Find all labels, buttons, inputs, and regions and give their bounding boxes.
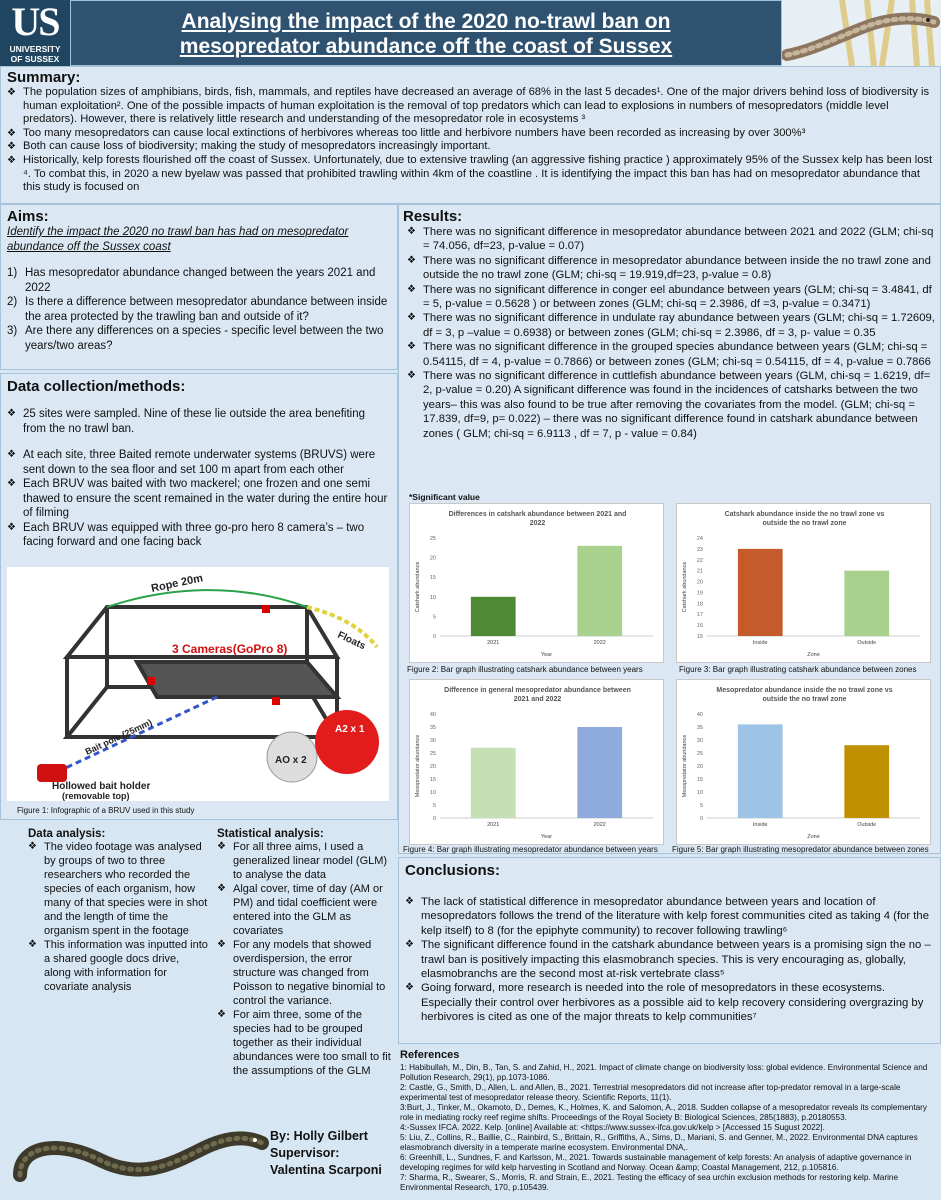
logo-line-2: OF SUSSEX <box>10 54 60 64</box>
list-item: ❖ 25 sites were sampled. Nine of these lie outside the area benefiting from the no trawl ban. <box>7 407 391 436</box>
figure-2-chart <box>409 503 664 663</box>
chart-svg <box>677 504 932 664</box>
y-axis-label: Catshark abundance <box>682 561 688 613</box>
bar-inside <box>738 724 783 818</box>
reference-item: 7: Sharma, R., Swearer, S., Morris, R. and Strain, E., 2021. Testing the efficacy of sea urchin exclusion methods for restoring kelp. Marine Environmental Research, 170, p.105439. <box>400 1173 898 1192</box>
y-tick-label: 19 <box>696 590 703 597</box>
data-analysis-list <box>28 840 208 994</box>
chart-title: Difference in general mesopredator abundance between <box>444 687 631 694</box>
y-tick-label: 21 <box>696 568 703 575</box>
ao-float-label: AO x 2 <box>275 755 307 766</box>
data-analysis-section <box>28 828 208 994</box>
list-item: ❖ Too many mesopredators can cause local extinctions of herbivores whereas too little and herbivore numbers have been recorded as increasing by over 300%³ <box>7 127 934 141</box>
y-tick-label: 10 <box>696 790 703 796</box>
reference-item: 4:-Sussex IFCA. 2022. Kelp. [online] Available at: <https://www.sussex-ifca.gov.uk/kelp > [Accessed 15 Sugust 2022]. <box>400 1123 825 1132</box>
x-tick-label: 2022 <box>593 822 606 828</box>
statistical-analysis-section <box>217 828 392 1078</box>
chart-title: 2022 <box>529 520 546 527</box>
x-axis-label: Year <box>540 834 553 840</box>
list-item: ❖ The lack of statistical difference in mesopredator abundance between years and location of mesopredators follows the trend of the literature with kelp forest communities cited as taking 4 (for the kelp itself) to 8 (for the epiphyte community) to recover following trawling⁶ <box>405 895 934 938</box>
y-tick-label: 25 <box>696 751 703 757</box>
x-tick-label: Outside <box>857 640 877 646</box>
rope-label: Rope 20m <box>150 572 205 595</box>
title-banner <box>70 0 782 66</box>
figure-4-chart <box>409 679 664 845</box>
reference-item: 3:Burt, J., Tinker, M., Okamoto, D., Demes, K., Holmes, K. and Salomon, A., 2018. Sudden collapse of a mesopredator reveals its complementary role in mediating rocky reef regime shifts. Proceedings of the Royal Society B: Biological Sciences, 285(1883), p.20180553. <box>400 1103 927 1122</box>
summary-section <box>0 66 941 204</box>
x-tick-label: Outside <box>857 822 877 828</box>
summary-list <box>7 86 934 195</box>
author: By: Holly Gilbert <box>270 1129 368 1143</box>
cameras-label: 3 Cameras(GoPro 8) <box>172 642 288 656</box>
results-heading: Results: <box>403 208 463 225</box>
y-tick-label: 35 <box>429 725 436 731</box>
y-tick-label: 24 <box>696 536 703 542</box>
list-item: ❖ For all three aims, I used a generalized linear model (GLM) to analyse the data <box>217 840 392 882</box>
list-item: 2) Is there a difference between mesopredator abundance between inside the area protected by the trawling ban and outside of it? <box>7 296 388 323</box>
data-analysis-heading: Data analysis: <box>28 828 106 840</box>
supervisor-label: Supervisor: <box>270 1146 340 1160</box>
list-item: ❖ There was no significant difference in conger eel abundance between years (GLM; chi-sq = 3.4841, df = 5, p-value = 0.5628 ) or between zones (GLM; chi-sq = 2.3986, df =3, p-value = 0.3471) <box>407 283 936 312</box>
y-tick-label: 16 <box>696 623 703 630</box>
floats-label: Floats <box>335 629 368 653</box>
bottom-eel-photo <box>0 1085 270 1200</box>
logo-line-1: UNIVERSITY <box>9 44 61 54</box>
y-tick-label: 10 <box>429 790 436 796</box>
figure-3-caption: Figure 3: Bar graph illustrating catshark abundance between zones <box>679 665 917 674</box>
chart-title: 2021 and 2022 <box>513 696 562 703</box>
reference-item: 2: Castle, G., Smith, D., Allen, L. and Allen, B., 2021. Terrestrial mesopredators did not increase after top-predator removal in a large-scale experimental test of mesopredator release theory. Scientific Reports, 11(1). <box>400 1083 901 1102</box>
chart-title: Differences in catshark abundance between 2021 and <box>448 511 627 518</box>
methods-list <box>7 407 391 550</box>
conclusions-list <box>405 895 934 1025</box>
title-line-2: mesopredator abundance off the coast of Sussex <box>179 35 673 58</box>
figure-2-caption: Figure 2: Bar graph illustrating catshark abundance between years <box>407 665 643 674</box>
eel-illustration-icon <box>782 0 941 66</box>
y-tick-label: 0 <box>432 816 436 822</box>
y-tick-label: 40 <box>429 712 436 718</box>
chart-title: outside the no trawl zone <box>762 520 847 527</box>
list-item: ❖ There was no significant difference in mesopredator abundance between 2021 and 2022 (GLM; chi-sq = 74.056, df=23, p-value = 0.07) <box>407 225 936 254</box>
methods-heading: Data collection/methods: <box>7 378 186 395</box>
y-tick-label: 30 <box>429 738 436 744</box>
figure-5-caption: Figure 5: Bar graph illustrating mesopredator abundance between zones <box>672 845 929 854</box>
x-tick-label: 2021 <box>487 822 500 828</box>
statistical-analysis-list <box>217 840 392 1078</box>
y-axis-label: Mesopredator abundance <box>415 734 421 798</box>
statistical-analysis-heading: Statistical analysis: <box>217 828 324 840</box>
x-tick-label: Inside <box>752 822 768 828</box>
list-item: ❖ This information was inputted into a shared google docs drive, along with information for covariate analysis <box>28 938 208 994</box>
conclusions-heading: Conclusions: <box>405 862 501 879</box>
list-item: ❖ There was no significant difference in undulate ray abundance between years (GLM; chi-sq = 1.72609, df = 3, p –value = 0.6938) or between zones (GLM; chi-sq = 2.3986, df = 3, p- value = 0.35 <box>407 311 936 340</box>
y-tick-label: 15 <box>429 777 436 783</box>
x-axis-label: Zone <box>807 652 820 658</box>
list-item: ❖ For aim three, some of the species had to be grouped together as their individual abundances were too small to fit the assumptions of the GLM <box>217 1008 392 1078</box>
y-tick-label: 17 <box>696 612 703 619</box>
x-tick-label: 2022 <box>593 640 606 646</box>
y-tick-label: 20 <box>696 764 703 770</box>
bar-inside <box>738 549 783 636</box>
bar-2021 <box>471 597 516 636</box>
y-tick-label: 15 <box>696 777 703 783</box>
list-item: ❖ At each site, three Baited remote underwater systems (BRUVS) were sent down to the sea floor and set 100 m apart from each other <box>7 448 391 477</box>
y-tick-label: 10 <box>429 594 436 601</box>
y-tick-label: 40 <box>696 712 703 718</box>
y-tick-label: 5 <box>432 803 436 809</box>
bait-holder-sublabel: (removable top) <box>62 791 130 801</box>
bar-2021 <box>471 748 516 818</box>
y-tick-label: 35 <box>696 725 703 731</box>
list-item: 3) Are there any differences on a species - specific level between the two years/two areas? <box>7 325 384 352</box>
list-item: ❖ The video footage was analysed by groups of two to three researchers who recorded the species of each organism, how many of that species were in shot and the length of time the organism spent in the footage <box>28 840 208 938</box>
figure-4-caption: Figure 4: Bar graph illustrating mesopredator abundance between years <box>403 845 658 854</box>
y-tick-label: 15 <box>696 634 703 640</box>
y-tick-label: 5 <box>432 614 436 621</box>
bait-holder-label: Hollowed bait holder <box>52 781 151 792</box>
logo-mark: US <box>11 0 59 44</box>
list-item: ❖ The significant difference found in the catshark abundance between years is a promising sign the no –trawl ban is positively impacting this elasmobranch species. This is very encouraging as, globally, elasmobranchs are the second most at-risk vertebrate class⁵ <box>405 938 934 981</box>
y-tick-label: 20 <box>429 764 436 770</box>
bar-2022 <box>577 727 622 818</box>
y-tick-label: 18 <box>696 601 703 608</box>
reference-item: 5: Liu, Z., Collins, R., Baillie, C., Rainbird, S., Brittain, R., Griffiths, A., Sims, D., Mariani, S. and Genner, M., 2022. Environmental DNA captures elasmobranch diversity in a temperate marine ecosystem. Environmental DNA,. <box>400 1133 918 1152</box>
y-tick-label: 5 <box>699 803 703 809</box>
aims-list <box>7 266 391 353</box>
bar-2022 <box>577 546 622 636</box>
chart-svg <box>677 680 932 846</box>
list-item: ❖ Algal cover, time of day (AM or PM) and tidal coefficient were entered into the GLM as covariates <box>217 882 392 938</box>
aims-heading: Aims: <box>7 208 49 225</box>
chart-svg <box>410 680 665 846</box>
chart-title: outside the no trawl zone <box>762 696 847 703</box>
list-item: ❖ Both can cause loss of biodiversity; making the study of mesopredators increasingly important. <box>7 140 934 154</box>
header-eel-photo <box>782 0 941 66</box>
bar-outside <box>844 571 889 636</box>
reference-item: 6: Greenhill, L., Sundnes, F. and Karlsson, M., 2021. Towards sustainable management of kelp forests: An analysis of adaptive governance in developing regimes for wild kelp harvesting in Scotland and Norway. Ocean &amp; Coastal Management, 212, p.105816. <box>400 1153 912 1172</box>
chart-title: Catshark abundance inside the no trawl zone vs <box>724 511 885 518</box>
references-section <box>400 1049 938 1193</box>
figure-5-chart <box>676 679 931 845</box>
bar-outside <box>844 745 889 818</box>
list-item: ❖ The population sizes of amphibians, birds, fish, mammals, and reptiles have decreased an average of 68% in the last 5 decades¹. One of the major drivers behind loss of biodiversity is human exploitation². One of the possible impacts of human exploitation is the removal of top predators which can lead to explosions in numbers of mesopredators (middle level predators). However, there is relatively little research and understanding of the mesopredator role in ecosystems ³ <box>7 86 934 127</box>
reference-item: 1: Habibullah, M., Din, B., Tan, S. and Zahid, H., 2021. Impact of climate change on biodiversity loss: global evidence. Environmental Science and Pollution Research, 29(1), pp.1073-1086. <box>400 1063 928 1082</box>
list-item: ❖ There was no significant difference in mesopredator abundance between inside the no trawl zone and outside the no trawl zone (GLM; chi-sq = 19.919,df=23, p-value = 0.8) <box>407 254 936 283</box>
y-tick-label: 22 <box>696 557 703 564</box>
references-heading: References <box>400 1049 460 1061</box>
figure-3-chart <box>676 503 931 663</box>
y-tick-label: 0 <box>432 634 436 640</box>
y-tick-label: 0 <box>699 816 703 822</box>
x-tick-label: Inside <box>752 640 768 646</box>
aims-intro: Identify the impact the 2020 no trawl ban has had on mesopredator abundance off the Sussex coast <box>7 226 349 253</box>
bait-pole-label: Bait pole (25mm) <box>83 717 154 757</box>
conger-eel-icon <box>0 1085 270 1200</box>
university-logo <box>0 0 70 66</box>
significant-note: *Significant value <box>409 492 480 502</box>
poster-title <box>71 9 781 59</box>
figure-1-caption: Figure 1: Infographic of a BRUV used in this study <box>17 806 195 815</box>
a2-float-label: A2 x 1 <box>335 724 365 735</box>
y-tick-label: 20 <box>696 579 703 586</box>
y-axis-label: Mesopredator abundance <box>682 734 688 798</box>
list-item: 1) Has mesopredator abundance changed between the years 2021 and 2022 <box>7 267 376 294</box>
title-line-1: Analysing the impact of the 2020 no-trawl ban on <box>181 10 671 33</box>
methods-section <box>0 373 398 820</box>
y-axis-label: Catshark abundance <box>415 561 421 613</box>
aims-section <box>0 204 398 370</box>
chart-svg <box>410 504 665 664</box>
byline <box>270 1128 398 1179</box>
conclusions-section <box>398 857 941 1044</box>
list-item: ❖ For any models that showed overdispersion, the error structure was changed from Poisson to negative binomial to control the variance. <box>217 938 392 1008</box>
y-tick-label: 25 <box>429 536 436 542</box>
list-item: ❖ Each BRUV was baited with two mackerel; one frozen and one semi thawed to ensure the scent remained in the water during the entire hour of filming <box>7 477 391 521</box>
x-axis-label: Year <box>540 652 553 658</box>
x-axis-label: Zone <box>807 834 820 840</box>
y-tick-label: 30 <box>696 738 703 744</box>
list-item: ❖ There was no significant difference in cuttlefish abundance between years (GLM, chi-sq = 1.6219, df= 2, p-value = 0.20) A significant difference was found in the incidences of catsharks between the two years– this was also found to be true after removing the covariates from the model. (GLM; chi-sq = 17.839, df=9, p= 0.022) – there was no significant difference found in catshark abundance between zones ( GLM; chi-sq = 6.9113 , df = 7, p - value = 0.84) <box>407 369 936 441</box>
y-tick-label: 20 <box>429 555 436 562</box>
results-section <box>398 204 941 854</box>
list-item: ❖ Going forward, more research is needed into the role of mesopredators in these ecosystems. Especially their control over herbivores as a possible aid to kelp recovery considering overgrazing by herbivores is cited as one of the major threats to kelp communities⁷ <box>405 981 934 1024</box>
results-list <box>403 225 936 441</box>
supervisor-name: Valentina Scarponi <box>270 1163 382 1177</box>
y-tick-label: 15 <box>429 575 436 582</box>
list-item: ❖ Historically, kelp forests flourished off the coast of Sussex. Unfortunately, due to extensive trawling (an aggressive fishing practice ) approximately 95% of the Sussex kelp has been lost ⁴. To combat this, in 2020 a new byelaw was passed that prohibited trawling within 4km of the coastline . It is identifying the impact this ban has had on mesopredator abundance that this study is focused on <box>7 154 934 195</box>
x-tick-label: 2021 <box>487 640 500 646</box>
chart-title: Mesopredator abundance inside the no trawl zone vs <box>716 687 893 694</box>
bruv-infographic <box>7 567 389 801</box>
bruv-frame-icon <box>7 567 389 801</box>
list-item: ❖ Each BRUV was equipped with three go-pro hero 8 camera’s – two facing forward and one facing back <box>7 521 391 550</box>
y-tick-label: 23 <box>696 546 703 553</box>
y-tick-label: 25 <box>429 751 436 757</box>
summary-heading: Summary: <box>7 69 81 86</box>
list-item: ❖ There was no significant difference in the grouped species abundance between years (GLM; chi-sq = 0.54115, df = 4, p-value = 0.7866) or between zones (GLM; chi-sq = 0.54115, df = 4, p-value = 0.7866 <box>407 340 936 369</box>
